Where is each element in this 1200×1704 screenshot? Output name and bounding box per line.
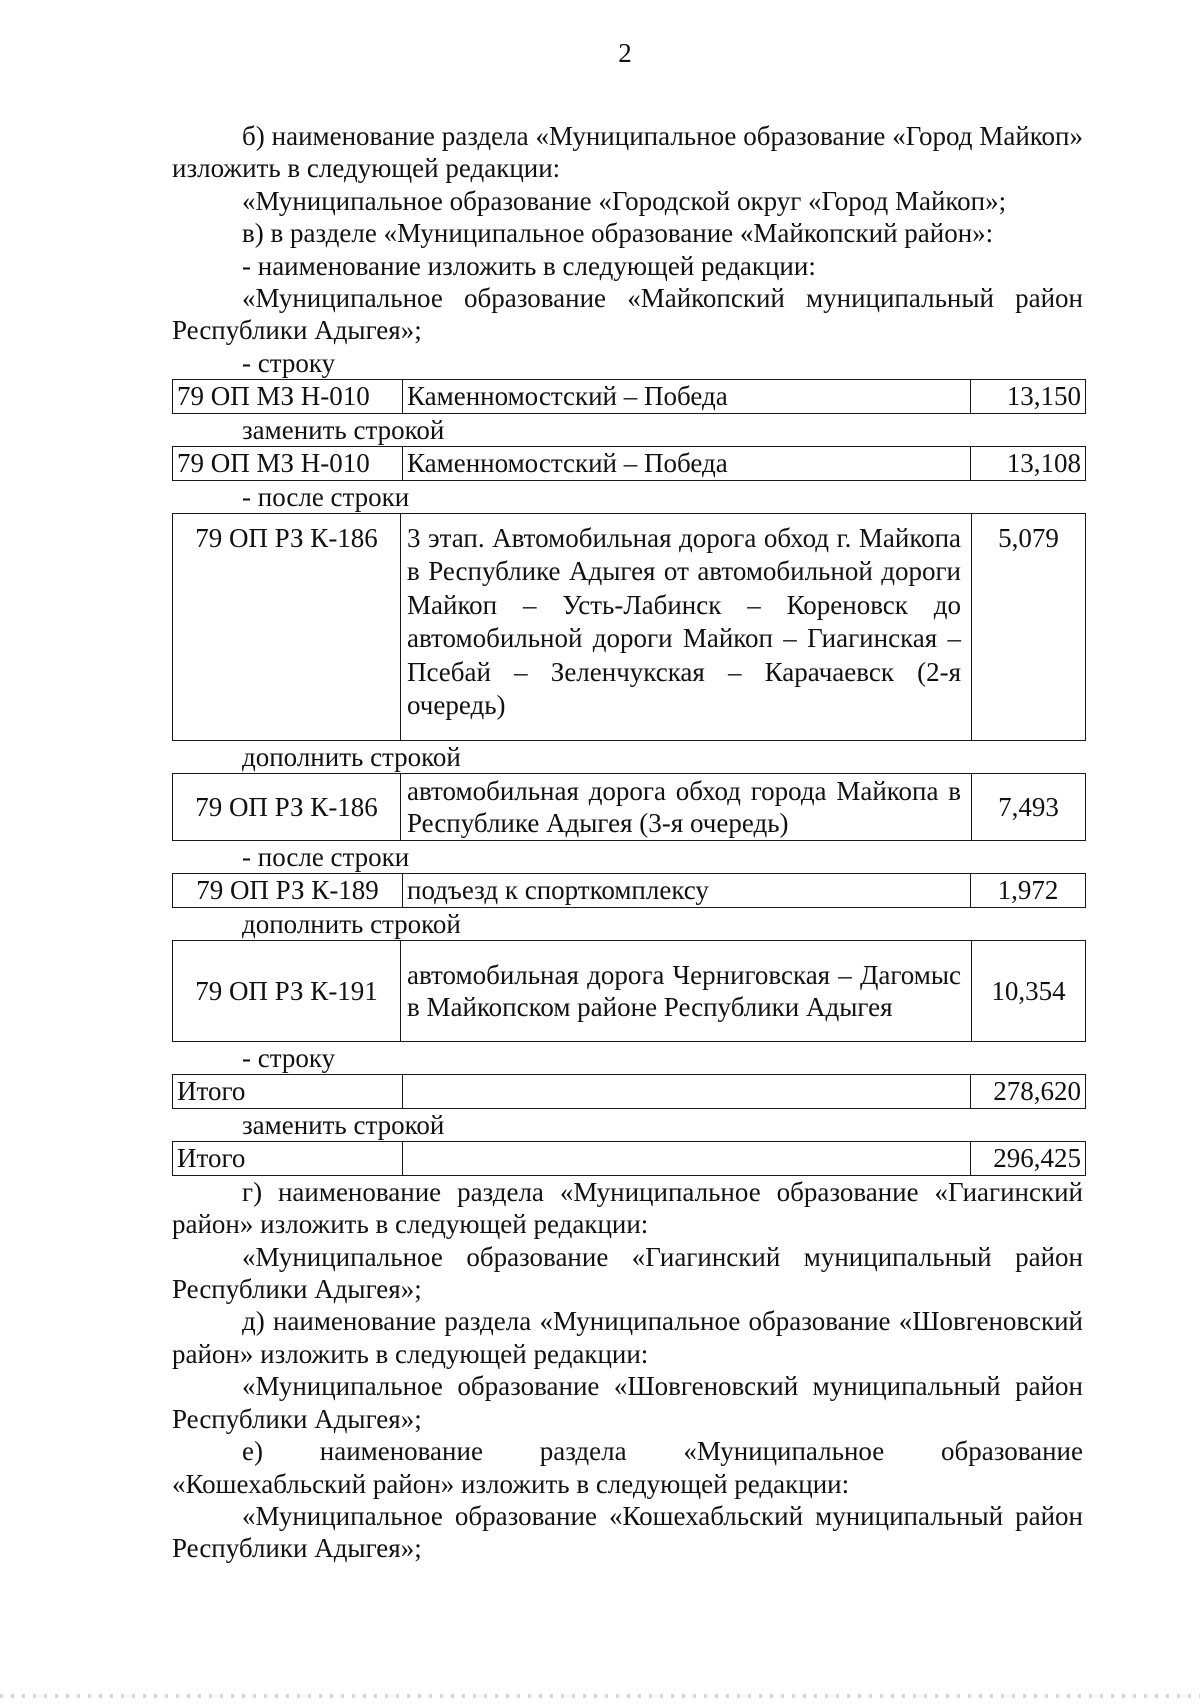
table-row-k189 <box>172 873 1086 908</box>
label-replace: заменить строкой <box>242 414 445 445</box>
total-value: 278,620 <box>970 1074 1085 1108</box>
label-replace: заменить строкой <box>242 1109 445 1140</box>
road-code: 79 ОП МЗ Н-010 <box>173 379 403 413</box>
road-name: подъезд к спорткомплексу <box>403 873 971 907</box>
road-code: 79 ОП РЗ К-186 <box>173 773 401 840</box>
table-row-k191 <box>172 940 1086 1042</box>
paragraph-v-new-name: «Муниципальное образование «Майкопский муниципальный район Республики Адыгея»; <box>172 283 1083 346</box>
paragraph-b: б) наименование раздела «Муниципальное образование «Город Майкоп» изложить в следующей редакции: <box>172 121 1083 184</box>
total-empty-cell <box>403 1141 971 1175</box>
table-row <box>173 1074 1086 1108</box>
road-code: 79 ОП РЗ К-189 <box>173 873 403 907</box>
paragraph-d-new-name: «Муниципальное образование «Шовгеновский муниципальный район Республики Адыгея»; <box>172 1371 1083 1434</box>
label-after: - после строки <box>242 481 410 512</box>
label-append: дополнить строкой <box>242 741 461 772</box>
label-row: - строку <box>242 1042 336 1073</box>
total-label: Итого <box>173 1074 403 1108</box>
road-name: автомобильная дорога обход города Майкопа в Республике Адыгея (3-я очередь) <box>401 773 972 840</box>
paragraph-e-new-name: «Муниципальное образование «Кошехабльский муниципальный район Республики Адыгея»; <box>172 1500 1083 1564</box>
table-row <box>173 513 1086 740</box>
road-code: 79 ОП МЗ Н-010 <box>173 446 403 480</box>
road-length: 1,972 <box>970 873 1085 907</box>
road-length: 10,354 <box>972 940 1086 1041</box>
table-row <box>173 446 1086 480</box>
table-row <box>173 873 1086 907</box>
road-length: 13,108 <box>970 446 1085 480</box>
paragraph-g: г) наименование раздела «Муниципальное образование «Гиагинский район» изложить в следующей редакции: <box>172 1176 1083 1240</box>
document-body <box>172 120 1083 1565</box>
road-length: 7,493 <box>972 773 1086 840</box>
table-old-row-n010 <box>172 379 1086 414</box>
paragraph-b-new-name: «Муниципальное образование «Городской округ «Город Майкоп»; <box>242 185 1007 216</box>
table-row <box>173 379 1086 413</box>
road-name: Каменномостский – Победа <box>403 379 971 413</box>
paragraph-v: в) в разделе «Муниципальное образование «Майкопский район»: <box>242 218 994 249</box>
table-row <box>173 1141 1086 1175</box>
label-after: - после строки <box>242 841 410 872</box>
road-length: 13,150 <box>970 379 1085 413</box>
paragraph-v-name: - наименование изложить в следующей редакции: <box>242 250 816 281</box>
table-new-row-n010 <box>172 446 1086 481</box>
page-number: 2 <box>618 38 632 68</box>
label-append: дополнить строкой <box>242 908 461 939</box>
paragraph-g-new-name: «Муниципальное образование «Гиагинский муниципальный район Республики Адыгея»; <box>172 1241 1083 1305</box>
total-label: Итого <box>173 1141 403 1175</box>
table-row <box>173 940 1086 1041</box>
road-name: автомобильная дорога Черниговская – Дагомыс в Майкопском районе Республики Адыгея <box>401 940 972 1041</box>
road-name: Каменномостский – Победа <box>403 446 971 480</box>
total-value: 296,425 <box>970 1141 1085 1175</box>
table-row-k186-stage3 <box>172 513 1086 741</box>
total-empty-cell <box>403 1074 971 1108</box>
paragraph-d: д) наименование раздела «Муниципальное образование «Шовгеновский район» изложить в следующей редакции: <box>172 1306 1083 1369</box>
road-code: 79 ОП РЗ К-186 <box>173 513 401 740</box>
label-row: - строку <box>242 347 336 378</box>
road-length: 5,079 <box>972 513 1086 740</box>
table-new-total <box>172 1141 1086 1176</box>
scan-edge-noise <box>0 1694 1200 1698</box>
table-row <box>173 773 1086 840</box>
table-row-k186-queue3 <box>172 773 1086 841</box>
road-code: 79 ОП РЗ К-191 <box>173 940 401 1041</box>
road-name: 3 этап. Автомобильная дорога обход г. Майкопа в Республике Адыгея от автомобильной дороги Майкоп – Усть-Лабинск – Кореновск до автомобильной дороги Майкоп – Гиагинская – Псебай – Зеленчукская – Карачаевск (2-я очередь) <box>401 513 972 740</box>
table-old-total <box>172 1074 1086 1109</box>
paragraph-e: е) наименование раздела «Муниципальное образование «Кошехабльский район» изложить в следующей редакции: <box>172 1436 1083 1499</box>
